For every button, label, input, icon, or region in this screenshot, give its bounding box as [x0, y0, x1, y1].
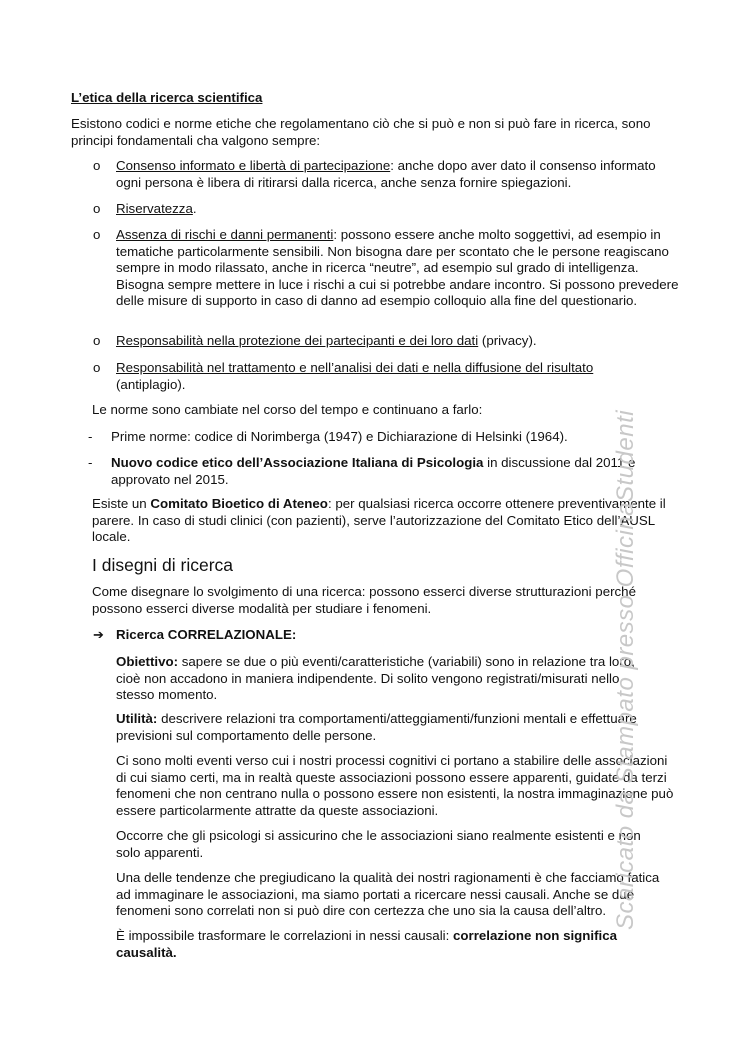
utility-text: descrivere relazioni tra comportamenti/atteggiamenti/funzioni mentali e effettuare previsioni sul comportamento delle persone.	[116, 711, 637, 743]
list-item-text: Prime norme: codice di Norimberga (1947) e Dichiarazione di Helsinki (1964).	[111, 429, 568, 444]
list-item	[116, 360, 636, 393]
committee-name: Comitato Bioetico di Ateneo	[150, 496, 328, 511]
committee-pre: Esiste un	[92, 496, 151, 511]
list-bullet: o	[93, 201, 101, 216]
list-item	[116, 333, 682, 350]
list-bullet: o	[93, 360, 101, 375]
list-item-term: Responsabilità nel trattamento e nell’analisi dei dati e nella diffusione del risultato	[116, 360, 594, 375]
objective-paragraph	[116, 654, 656, 704]
list-dash: -	[88, 455, 93, 470]
page-title: L’etica della ricerca scientifica	[71, 90, 263, 105]
objective-text: sapere se due o più eventi/caratteristiche (variabili) sono in relazione tra loro, cioè non accadono in maniera indipendente. Di solito vengono registrati/misurati nello stesso momento.	[116, 654, 635, 703]
conclusion-bold: correlazione non significa causalità.	[116, 928, 618, 960]
list-item	[116, 158, 682, 191]
list-item	[116, 227, 682, 310]
list-item	[111, 455, 677, 488]
list-item-text: : possono essere anche molto soggettivi, ad esempio in tematiche particolarmente sensibili. Non bisogna dare per scontato che le persone reagiscano sempre in modo rilassato, anche in ricerca “neutre”, ad esempio sul grado di intelligenza. Bisogna sempre mettere in luce i rischi a cui si potrebbe andare incontro. Si possono prevedere delle misure di supporto in caso di danno ad esempio colloquio alla fine del questionario.	[116, 227, 679, 309]
objective-label: Obiettivo:	[116, 654, 179, 669]
section-intro: Come disegnare lo svolgimento di una ricerca: possono esserci diverse strutturazioni perché possono esserci diverse modalità per studiare i fenomeni.	[92, 584, 636, 616]
list-item-term: Assenza di rischi e danni permanenti	[116, 227, 334, 242]
list-item-term: Responsabilità nella protezione dei partecipanti e dei loro dati	[116, 333, 479, 348]
intro-paragraph: Esistono codici e norme etiche che regolamentano ciò che si può e non si può fare in ricerca, sono principi fondamentali cha valgono sempre:	[71, 116, 651, 148]
list-dash: -	[88, 429, 93, 444]
list-item-text: in discussione dal 2011 e approvato nel 2015.	[111, 455, 636, 487]
list-bullet: o	[93, 333, 101, 348]
body-paragraph: Una delle tendenze che pregiudicano la qualità dei nostri ragionamenti è che facciamo fatica ad immaginare le associazioni, ma siamo portati a ricercare nessi causali. Anche se due fenomeni sono correlati non si può dire con certezza che uno sia la causa dell’altro.	[116, 870, 660, 919]
conclusion-text: È impossibile trasformare le correlazioni in nessi causali:	[116, 928, 453, 943]
list-item-term: Riservatezza	[116, 201, 193, 216]
arrow-icon: ➔	[93, 627, 104, 642]
list-bullet: o	[93, 227, 101, 242]
list-item	[111, 429, 682, 446]
committee-paragraph	[92, 496, 670, 546]
body-paragraph: Occorre che gli psicologi si assicurino che le associazioni siano realmente esistenti e non solo apparenti.	[116, 828, 641, 860]
conclusion-paragraph	[116, 928, 646, 961]
list-item-text: : anche dopo aver dato il consenso informato ogni persona è libera di ritirarsi dalla ricerca, anche senza fornire spiegazioni.	[116, 158, 656, 190]
committee-post: : per qualsiasi ricerca occorre ottenere preventivamente il parere. In caso di studi clinici (con pazienti), serve l’autorizzazione del Comitato Etico dell’AUSL locale.	[92, 496, 666, 545]
section-title: I disegni di ricerca	[92, 555, 234, 575]
body-paragraph: Ci sono molti eventi verso cui i nostri processi cognitivi ci portano a stabilire delle associazioni di cui siamo certi, ma in realtà queste associazioni possono essere apparenti, guidate da terzi fenomeni che non centrano nulla o possono essere non esistenti, la nostra immaginazione può essere particolarmente attratte da queste associazioni.	[116, 753, 674, 818]
utility-label: Utilità:	[116, 711, 158, 726]
watermark: Scaricato da Stampato presso OfficinaStudenti	[612, 409, 639, 930]
list-item-text: (antiplagio).	[116, 376, 186, 392]
list-item	[116, 201, 682, 218]
list-bullet: o	[93, 158, 101, 173]
list-item-text: .	[192, 201, 197, 216]
correlational-heading: Ricerca CORRELAZIONALE:	[116, 627, 297, 642]
list-item-term: Consenso informato e libertà di partecipazione	[116, 158, 391, 173]
norms-intro: Le norme sono cambiate nel corso del tempo e continuano a farlo:	[92, 402, 483, 417]
list-item-bold: Nuovo codice etico dell’Associazione Italiana di Psicologia	[111, 455, 484, 470]
list-item-text: (privacy).	[478, 333, 537, 348]
utility-paragraph	[116, 711, 656, 744]
